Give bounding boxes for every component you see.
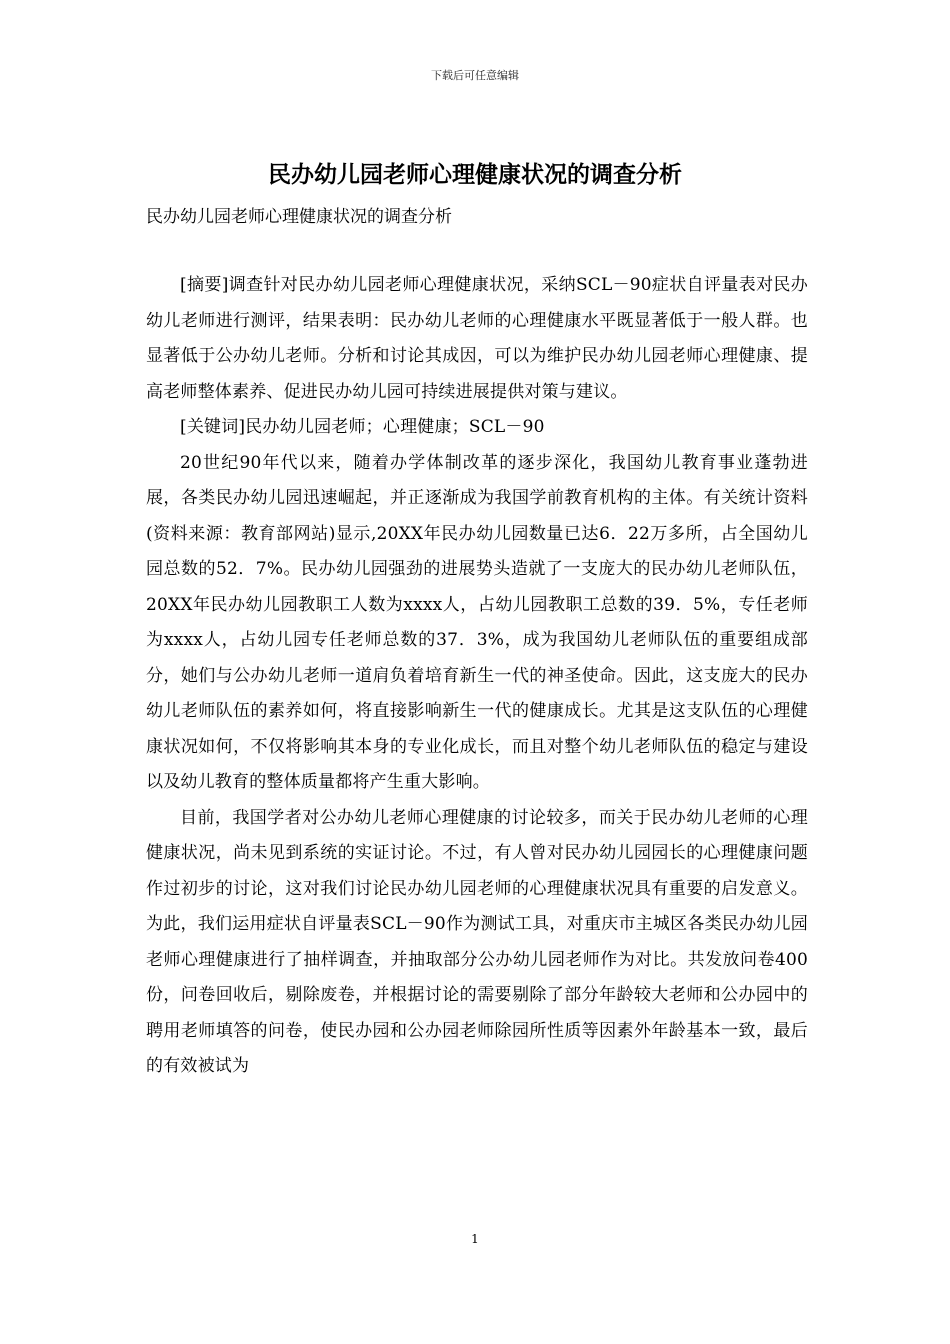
header-note: 下载后可任意编辑	[431, 69, 519, 82]
body-paragraph: 20世纪90年代以来，随着办学体制改革的逐步深化，我国幼儿教育事业蓬勃进展，各类民办幼儿园迅速崛起，并正逐渐成为我国学前教育机构的主体。有关统计资料(资料来源：教育部网站)显示,20XX年民办幼儿园数量已达6．22万多所，占全国幼儿园总数的52．7%。民办幼儿园强劲的进展势头造就了一支庞大的民办幼儿老师队伍，20XX年民办幼儿园教职工人数为xxxx人，占幼儿园教职工总数的39．5%，专任老师为xxxx人，占幼儿园专任老师总数的37．3%，成为我国幼儿老师队伍的重要组成部分，她们与公办幼儿老师一道肩负着培育新生一代的神圣使命。因此，这支庞大的民办幼儿老师队伍的素养如何，将直接影响新生一代的健康成长。尤其是这支队伍的心理健康状况如何，不仅将影响其本身的专业化成长，而且对整个幼儿老师队伍的稳定与建设以及幼儿教育的整体质量都将产生重大影响。	[146, 452, 808, 792]
abstract-paragraph: [摘要]调查针对民办幼儿园老师心理健康状况，采纳SCL－90症状自评量表对民办幼儿老师进行测评，结果表明：民办幼儿老师的心理健康水平既显著低于一般人群。也显著低于公办幼儿老师。分析和讨论其成因，可以为维护民办幼儿园老师心理健康、提高老师整体素养、促进民办幼儿园可持续进展提供对策与建议。	[146, 275, 808, 402]
page-number: 1	[471, 1232, 479, 1246]
document-body	[146, 268, 808, 1085]
keywords-paragraph: [关键词]民办幼儿园老师；心理健康；SCL－90	[180, 417, 545, 437]
document-subtitle: 民办幼儿园老师心理健康状况的调查分析	[146, 207, 452, 227]
document-title: 民办幼儿园老师心理健康状况的调查分析	[268, 161, 682, 188]
body-paragraph: 目前，我国学者对公办幼儿老师心理健康的讨论较多，而关于民办幼儿老师的心理健康状况，尚未见到系统的实证讨论。不过，有人曾对民办幼儿园园长的心理健康问题作过初步的讨论，这对我们讨论民办幼儿园老师的心理健康状况具有重要的启发意义。为此，我们运用症状自评量表SCL－90作为测试工具，对重庆市主城区各类民办幼儿园老师心理健康进行了抽样调查，并抽取部分公办幼儿园老师作为对比。共发放问卷400份，问卷回收后，剔除废卷，并根据讨论的需要剔除了部分年龄较大老师和公办园中的聘用老师填答的问卷，使民办园和公办园老师除园所性质等因素外年龄基本一致，最后的有效被试为	[146, 807, 808, 1076]
